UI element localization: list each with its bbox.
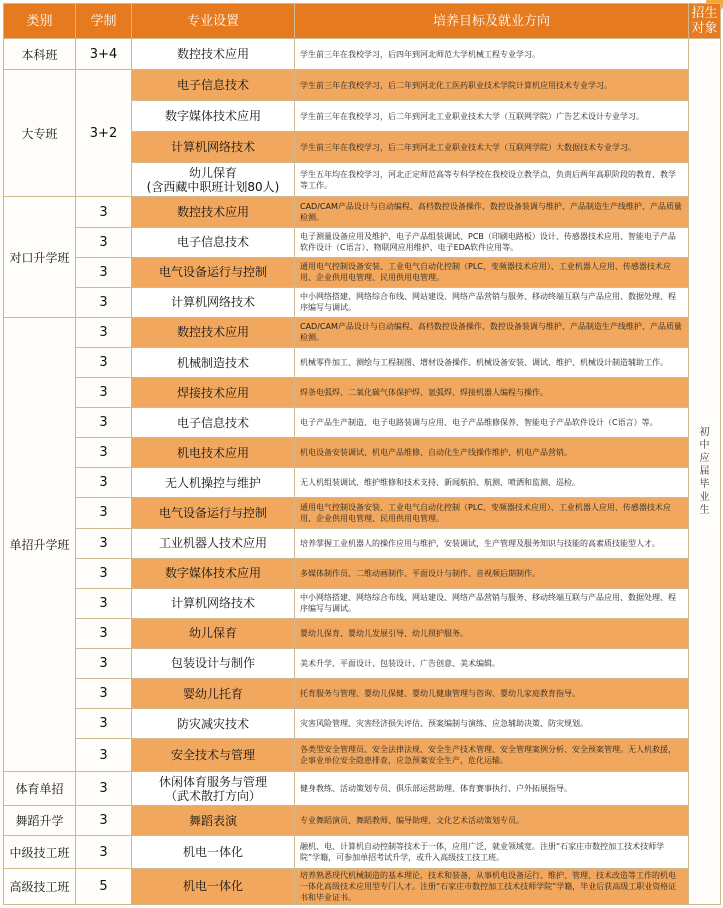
major-cell: 计算机网络技术 [132,287,295,317]
category-cell: 单招升学班 [4,317,76,771]
major-cell: 婴幼儿托育 [132,678,295,708]
major-cell: 焊接技术应用 [132,378,295,408]
years-cell: 3 [76,772,132,806]
major-cell: 电子信息技术 [132,227,295,257]
table-row [4,618,721,648]
major-cell: 数字媒体技术应用 [132,101,295,132]
table-row [4,648,721,678]
major-note: (含西藏中职班计划80人) [146,179,280,194]
header-target: 招生对象 [689,4,721,39]
major-cell: 机电一体化 [132,868,295,904]
years-cell: 3 [76,197,132,227]
years-cell: 3 [76,408,132,438]
years-cell: 3+4 [76,39,132,70]
major-cell: 工业机器人技术应用 [132,528,295,558]
years-cell: 3 [76,347,132,377]
table-header [4,4,721,39]
major-cell: 安全技术与管理 [132,739,295,772]
description-cell: 电子测量设备应用及维护、电子产品组装调试、PCB（印刷电路板）设计、传感器技术应用、智能电子产品软件设计（C语言）、物联网应用维护、电子EDA软件应用等。 [295,227,689,257]
years-cell: 3 [76,227,132,257]
description-cell: 培养掌握工业机器人的操作应用与维护，安装调试，生产管理及服务知识与技能的高素质技能型人才。 [295,528,689,558]
major-cell: 数控技术应用 [132,197,295,227]
table-row [4,257,721,287]
table-row [4,498,721,528]
table-row [4,227,721,257]
major-cell: 防灾减灾技术 [132,709,295,739]
category-cell: 中级技工班 [4,836,76,868]
table-row [4,347,721,377]
table-row [4,378,721,408]
major-cell: 机械制造技术 [132,347,295,377]
category-cell: 大专班 [4,70,76,197]
table-row [4,836,721,868]
table-row [4,287,721,317]
category-cell: 高级技工班 [4,868,76,904]
table-row [4,709,721,739]
years-cell: 3 [76,317,132,347]
description-cell: 电子产品生产制造、电子电路装调与应用、电子产品维修保养、智能电子产品软件设计（C语言）等。 [295,408,689,438]
category-cell: 舞蹈升学 [4,806,76,836]
years-cell: 3 [76,618,132,648]
description-cell: 通用电气控制设备安装、工业电气自动化控制（PLC、变频器技术应用）、工业机器人应用、传感器技术应用、企业供用电管理、民用供用电管理。 [295,257,689,287]
years-cell: 3+2 [76,70,132,197]
description-cell: 中小网络搭建、网络综合布线、网站建设、网络产品营销与服务、移动终端互联与产品应用、数据处理、程序编写与调试。 [295,588,689,618]
major-cell: 计算机网络技术 [132,132,295,163]
major-cell: 电气设备运行与控制 [132,498,295,528]
description-cell: 焊条电弧焊、二氧化碳气体保护焊、氩弧焊、焊接机器人编程与操作。 [295,378,689,408]
table-row [4,806,721,836]
description-cell: 学生前三年在我校学习，后二年到河北工业职业技术大学（互联网学院）广告艺术设计专业学习。 [295,101,689,132]
major-cell: 舞蹈表演 [132,806,295,836]
years-cell: 3 [76,806,132,836]
description-cell: 多媒体制作员、二维动画制作、平面设计与制作、音视频后期制作。 [295,558,689,588]
major-cell [132,163,295,197]
description-cell: 托育服务与管理、婴幼儿保健、婴幼儿健康管理与咨询、婴幼儿家庭教育指导。 [295,678,689,708]
years-cell: 3 [76,528,132,558]
description-cell: 学生前三年在我校学习，后二年到河北化工医药职业技术学院计算机应用技术专业学习。 [295,70,689,101]
years-cell: 3 [76,468,132,498]
category-cell: 本科班 [4,39,76,70]
table-row [4,772,721,806]
table-row [4,558,721,588]
description-cell: 培养熟悉现代机械制造的基本理论，技术和装备，从事机电设备运行、维护、管理、技术改造等工作的机电一体化高级技术应用型专门人才。注册“石家庄市数控加工技术技师学院”学籍，毕业后获高级工职业资格证书和毕业证书。 [295,868,689,904]
years-cell: 3 [76,558,132,588]
major-cell: 数字媒体技术应用 [132,558,295,588]
description-cell: 机电设备安装调试、机电产品维修、自动化生产线操作维护、机电产品营销。 [295,438,689,468]
table-row [4,868,721,904]
description-cell: 学生前三年在我校学习，后二年到河北工业职业技术大学（互联网学院）大数据技术专业学习。 [295,132,689,163]
years-cell: 3 [76,648,132,678]
years-cell: 3 [76,678,132,708]
category-cell: 体育单招 [4,772,76,806]
description-cell: CAD/CAM产品设计与自动编程、高档数控设备操作、数控设备装调与维护、产品制造生产线维护、产品质量检测。 [295,317,689,347]
target-cell [689,39,721,905]
years-cell: 3 [76,498,132,528]
major-cell: 机电一体化 [132,836,295,868]
major-cell: 电气设备运行与控制 [132,257,295,287]
table-row [4,468,721,498]
years-cell: 3 [76,287,132,317]
description-cell: 学生前三年在我校学习，后四年到河北师范大学机械工程专业学习。 [295,39,689,70]
description-cell: 健身教练、活动策划专员、俱乐部运营助理、体育赛事执行、户外拓展指导。 [295,772,689,806]
major-name: 幼儿保育 [188,165,237,180]
major-cell: 数控技术应用 [132,39,295,70]
header-years: 学制 [76,4,132,39]
table-row [4,408,721,438]
enrollment-table [3,3,721,905]
major-cell: 包装设计与制作 [132,648,295,678]
major-cell: 无人机操控与维护 [132,468,295,498]
target-text: 初中应届毕业生 [699,427,710,516]
description-cell: 灾害风险管理、灾害经济损失评估、预案编制与演练、应急辅助决策、防灾规划。 [295,709,689,739]
table-row [4,317,721,347]
header-goal: 培养目标及就业方向 [295,4,689,39]
table-row [4,588,721,618]
years-cell: 3 [76,257,132,287]
major-cell: 机电技术应用 [132,438,295,468]
years-cell: 3 [76,378,132,408]
major-cell: 电子信息技术 [132,408,295,438]
major-cell [132,772,295,806]
major-cell: 计算机网络技术 [132,588,295,618]
years-cell: 3 [76,709,132,739]
description-cell: 机械零件加工、测绘与工程制图、增材设备操作、机械设备安装、调试、维护、机械设计制造辅助工作。 [295,347,689,377]
description-cell: CAD/CAM产品设计与自动编程、高档数控设备操作、数控设备装调与维护、产品制造生产线维护、产品质量检测。 [295,197,689,227]
table-row [4,739,721,772]
table-row [4,197,721,227]
description-cell: 学生五年均在我校学习，河北正定师范高等专科学校在我校设立教学点，负责后两年高职阶段的教育、教学等工作。 [295,163,689,197]
years-cell: 3 [76,438,132,468]
table-row [4,528,721,558]
table-row [4,70,721,101]
table-row [4,438,721,468]
description-cell: 中小网络搭建、网络综合布线、网站建设、网络产品营销与服务、移动终端互联与产品应用、数据处理、程序编写与调试。 [295,287,689,317]
major-cell: 电子信息技术 [132,70,295,101]
major-cell: 幼儿保育 [132,618,295,648]
category-cell: 对口升学班 [4,197,76,317]
table-row [4,678,721,708]
description-cell: 美术升学、平面设计、包装设计、广告创意、美术编辑。 [295,648,689,678]
description-cell: 专业舞蹈演员、舞蹈教师、编导助理、文化艺术活动策划专员。 [295,806,689,836]
description-cell: 婴幼儿保育、婴幼儿发展引导、幼儿照护服务。 [295,618,689,648]
years-cell: 3 [76,739,132,772]
description-cell: 无人机组装调试、维护维修和技术支持、新闻航拍、航测、喷洒和监测、巡检。 [295,468,689,498]
major-name: 休闲体育服务与管理 [158,774,267,789]
description-cell: 通用电气控制设备安装、工业电气自动化控制（PLC、变频器技术应用）、工业机器人应用、传感器技术应用、企业供用电管理、民用供用电管理。 [295,498,689,528]
header-category: 类别 [4,4,76,39]
major-cell: 数控技术应用 [132,317,295,347]
description-cell: 融机、电、计算机自动控制等技术于一体，应用广泛，就业领域宽。注册“石家庄市数控加工技术技师学院”学籍，可参加单招考试升学，或升入高级技工技工班。 [295,836,689,868]
years-cell: 5 [76,868,132,904]
major-note: （武术散打方向） [164,788,261,803]
years-cell: 3 [76,836,132,868]
header-major: 专业设置 [132,4,295,39]
description-cell: 各类型安全管理员、安全法律法规、安全生产技术管理、安全管理案例分析、安全预案管理。无人机救援，企事业单位安全隐患排查，应急预案安全生产，危化运输。 [295,739,689,772]
table-row [4,39,721,70]
years-cell: 3 [76,588,132,618]
